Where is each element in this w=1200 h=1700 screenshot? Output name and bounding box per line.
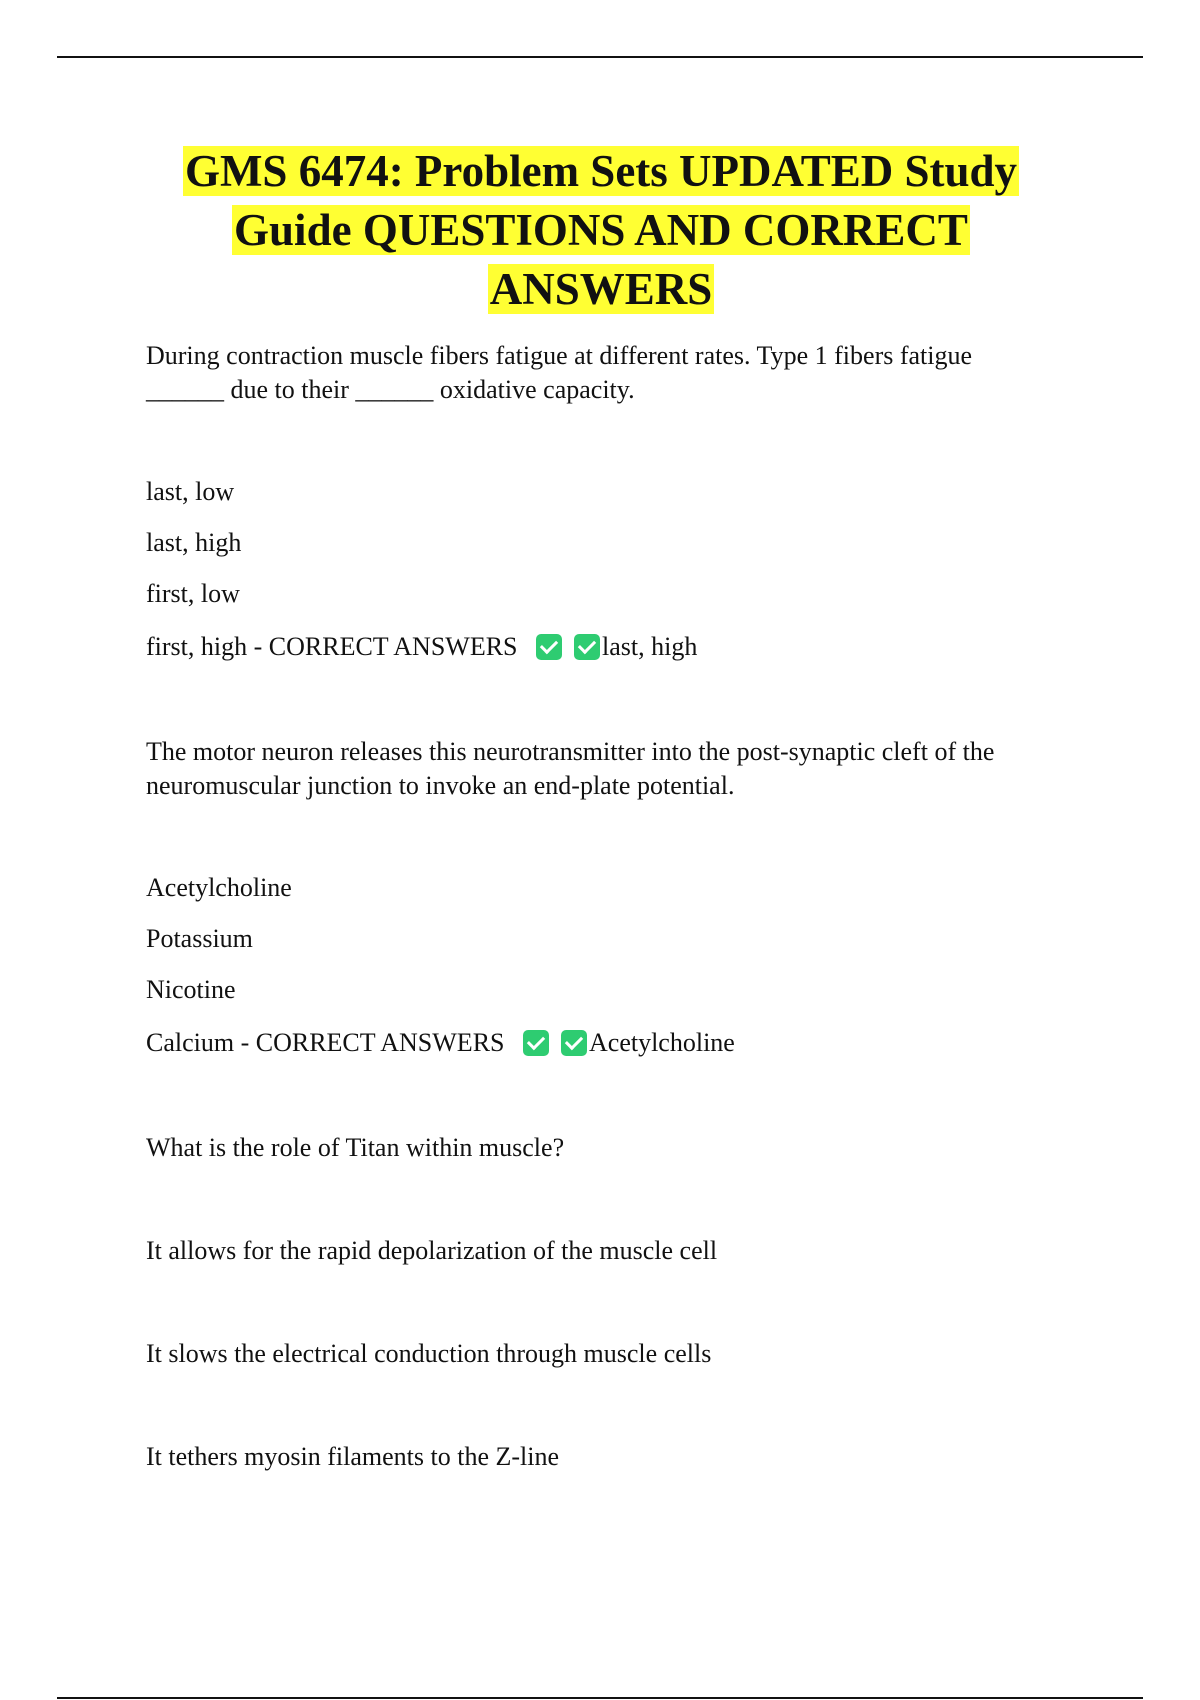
title-highlight: GMS 6474: Problem Sets UPDATED Study Guide QUESTIONS AND CORRECT ANSWERS: [184, 146, 1018, 314]
question-3-text: What is the role of Titan within muscle?: [146, 1133, 565, 1162]
question-2-correct-answer: Acetylcholine: [589, 1028, 735, 1057]
question-1-option-1: last, low: [146, 477, 235, 506]
check-mark-icon: [536, 634, 562, 660]
question-1-answer-line: [146, 630, 1056, 664]
question-2-answer-marker: - CORRECT ANSWERS: [234, 1028, 511, 1057]
question-1-option-2: last, high: [146, 528, 242, 557]
question-2-answer-line: [146, 1026, 1056, 1060]
question-3-option-1: It allows for the rapid depolarization of the muscle cell: [146, 1236, 718, 1265]
check-mark-icon: [561, 1030, 587, 1056]
check-mark-icon: [574, 634, 600, 660]
question-1-answer-marker: - CORRECT ANSWERS: [247, 632, 525, 661]
question-1-text: During contraction muscle fibers fatigue at different rates. Type 1 fibers fatigue ______ due to their ______ oxidative capacity.: [146, 341, 973, 404]
bottom-rule: [57, 1697, 1143, 1699]
question-1-option-3: first, low: [146, 579, 240, 608]
question-2-option-1: Acetylcholine: [146, 873, 292, 902]
top-rule: [57, 56, 1143, 58]
question-2-option-3: Nicotine: [146, 975, 236, 1004]
question-2-option-4: Calcium: [146, 1028, 235, 1057]
check-mark-icon: [523, 1030, 549, 1056]
question-2-text: The motor neuron releases this neurotransmitter into the post-synaptic cleft of the neuromuscular junction to invoke an end-plate potential.: [146, 737, 995, 800]
question-3-option-3: It tethers myosin filaments to the Z-line: [146, 1442, 560, 1471]
question-3-option-2: It slows the electrical conduction through muscle cells: [146, 1339, 712, 1368]
document-title: [126, 142, 1076, 319]
document-body: [146, 142, 1056, 1474]
question-1-option-4: first, high: [146, 632, 248, 661]
question-2-option-2: Potassium: [146, 924, 253, 953]
question-1-correct-answer: last, high: [602, 632, 698, 661]
